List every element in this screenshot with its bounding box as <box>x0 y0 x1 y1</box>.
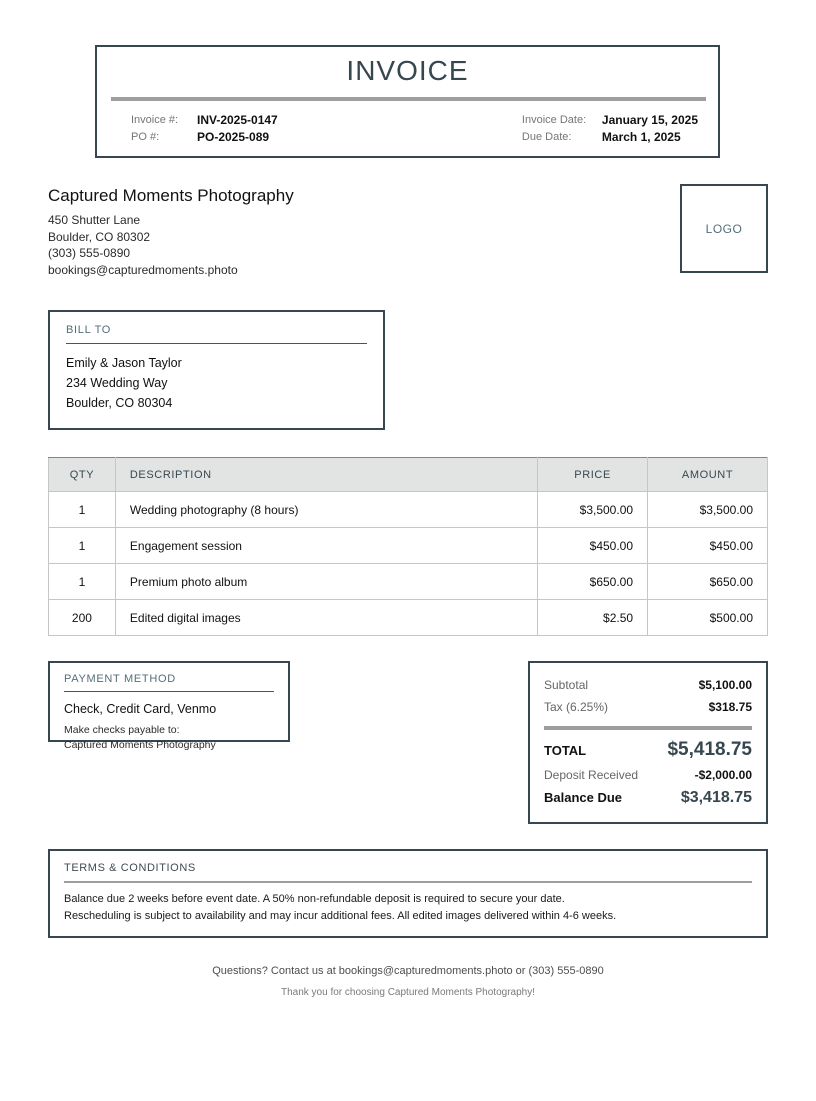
qty-column-header: QTY <box>49 458 116 492</box>
due-date-row <box>522 129 698 146</box>
table-header-row <box>49 458 768 492</box>
tax-label: Tax (6.25%) <box>544 700 609 714</box>
totals-divider <box>544 726 752 730</box>
item-price: $3,500.00 <box>538 492 648 528</box>
total-row <box>544 737 752 764</box>
item-price: $2.50 <box>538 600 648 636</box>
footer-thanks: Thank you for choosing Captured Moments Photography! <box>280 987 536 998</box>
company-name: Captured Moments Photography <box>48 186 294 205</box>
company-section <box>48 184 768 278</box>
company-email: bookings@capturedmoments.photo <box>48 262 238 277</box>
subtotal-value: $5,100.00 <box>698 678 752 692</box>
invoice-meta-right <box>522 112 698 146</box>
item-qty: 1 <box>49 492 116 528</box>
invoice-footer <box>0 964 816 1000</box>
item-description: Wedding photography (8 hours) <box>115 492 537 528</box>
bill-to-address-line2: Boulder, CO 80304 <box>66 396 173 410</box>
bill-to-name: Emily & Jason Taylor <box>66 356 182 370</box>
item-amount: $450.00 <box>648 528 768 564</box>
payment-and-totals-section <box>48 661 768 824</box>
po-number-label: PO #: <box>131 131 160 143</box>
terms-line-1: Balance due 2 weeks before event date. A 50% non-refundable deposit is required to secure your date. <box>64 893 565 905</box>
item-description: Engagement session <box>115 528 537 564</box>
invoice-meta <box>97 101 718 148</box>
totals-section <box>528 661 768 824</box>
item-qty: 200 <box>49 600 116 636</box>
item-amount: $3,500.00 <box>648 492 768 528</box>
item-description: Premium photo album <box>115 564 537 600</box>
footer-contact: Questions? Contact us at bookings@capturedmoments.photo or (303) 555-0890 <box>212 965 604 977</box>
amount-column-header: AMOUNT <box>648 458 768 492</box>
terms-line-2: Rescheduling is subject to availability and may incur additional fees. All edited images delivered within 4-6 weeks. <box>64 910 617 922</box>
company-phone: (303) 555-0890 <box>48 246 131 260</box>
total-label: TOTAL <box>544 743 587 758</box>
item-price: $650.00 <box>538 564 648 600</box>
invoice-header <box>95 45 720 158</box>
tax-value: $318.75 <box>708 700 752 714</box>
payment-method-heading: PAYMENT METHOD <box>64 673 274 692</box>
item-qty: 1 <box>49 564 116 600</box>
po-number-row <box>131 129 278 146</box>
item-price: $450.00 <box>538 528 648 564</box>
payment-payable-note: Make checks payable to: <box>64 724 180 736</box>
payment-payable-name: Captured Moments Photography <box>64 739 216 751</box>
terms-heading: TERMS & CONDITIONS <box>64 862 752 883</box>
balance-due-row <box>544 786 752 810</box>
deposit-value: -$2,000.00 <box>694 768 752 782</box>
table-row <box>49 492 768 528</box>
invoice-number-label: Invoice #: <box>131 114 179 126</box>
company-info <box>48 184 294 278</box>
price-column-header: PRICE <box>538 458 648 492</box>
logo-placeholder <box>680 184 768 273</box>
deposit-label: Deposit Received <box>544 768 639 782</box>
invoice-number-value: INV-2025-0147 <box>197 113 278 127</box>
description-column-header: DESCRIPTION <box>115 458 537 492</box>
invoice-date-label: Invoice Date: <box>521 114 587 126</box>
total-value: $5,418.75 <box>667 739 752 760</box>
invoice-meta-left <box>131 112 278 146</box>
po-number-value: PO-2025-089 <box>197 130 270 144</box>
balance-due-label: Balance Due <box>544 790 623 805</box>
line-items-table <box>48 457 768 636</box>
invoice-date-row <box>522 112 698 129</box>
company-address-line2: Boulder, CO 80302 <box>48 229 151 244</box>
item-qty: 1 <box>49 528 116 564</box>
table-row <box>49 564 768 600</box>
invoice-title: INVOICE <box>346 55 469 86</box>
bill-to-section <box>48 310 385 430</box>
invoice-date-value: January 15, 2025 <box>601 113 698 127</box>
invoice-number-row <box>131 112 278 129</box>
table-row <box>49 528 768 564</box>
company-address-line1: 450 Shutter Lane <box>48 213 141 227</box>
due-date-label: Due Date: <box>521 131 572 143</box>
subtotal-label: Subtotal <box>544 678 589 692</box>
item-description: Edited digital images <box>115 600 537 636</box>
due-date-value: March 1, 2025 <box>601 130 681 144</box>
invoice-page <box>0 45 816 1101</box>
logo-text: LOGO <box>705 221 743 236</box>
bill-to-address-line1: 234 Wedding Way <box>66 376 168 390</box>
payment-methods: Check, Credit Card, Venmo <box>64 702 217 716</box>
table-row <box>49 600 768 636</box>
item-amount: $500.00 <box>648 600 768 636</box>
tax-row <box>544 696 752 718</box>
subtotal-row <box>544 674 752 696</box>
balance-due-value: $3,418.75 <box>680 789 752 806</box>
bill-to-heading: BILL TO <box>66 324 367 344</box>
deposit-row <box>544 764 752 786</box>
item-amount: $650.00 <box>648 564 768 600</box>
payment-method-section <box>48 661 290 751</box>
terms-section <box>48 849 768 938</box>
